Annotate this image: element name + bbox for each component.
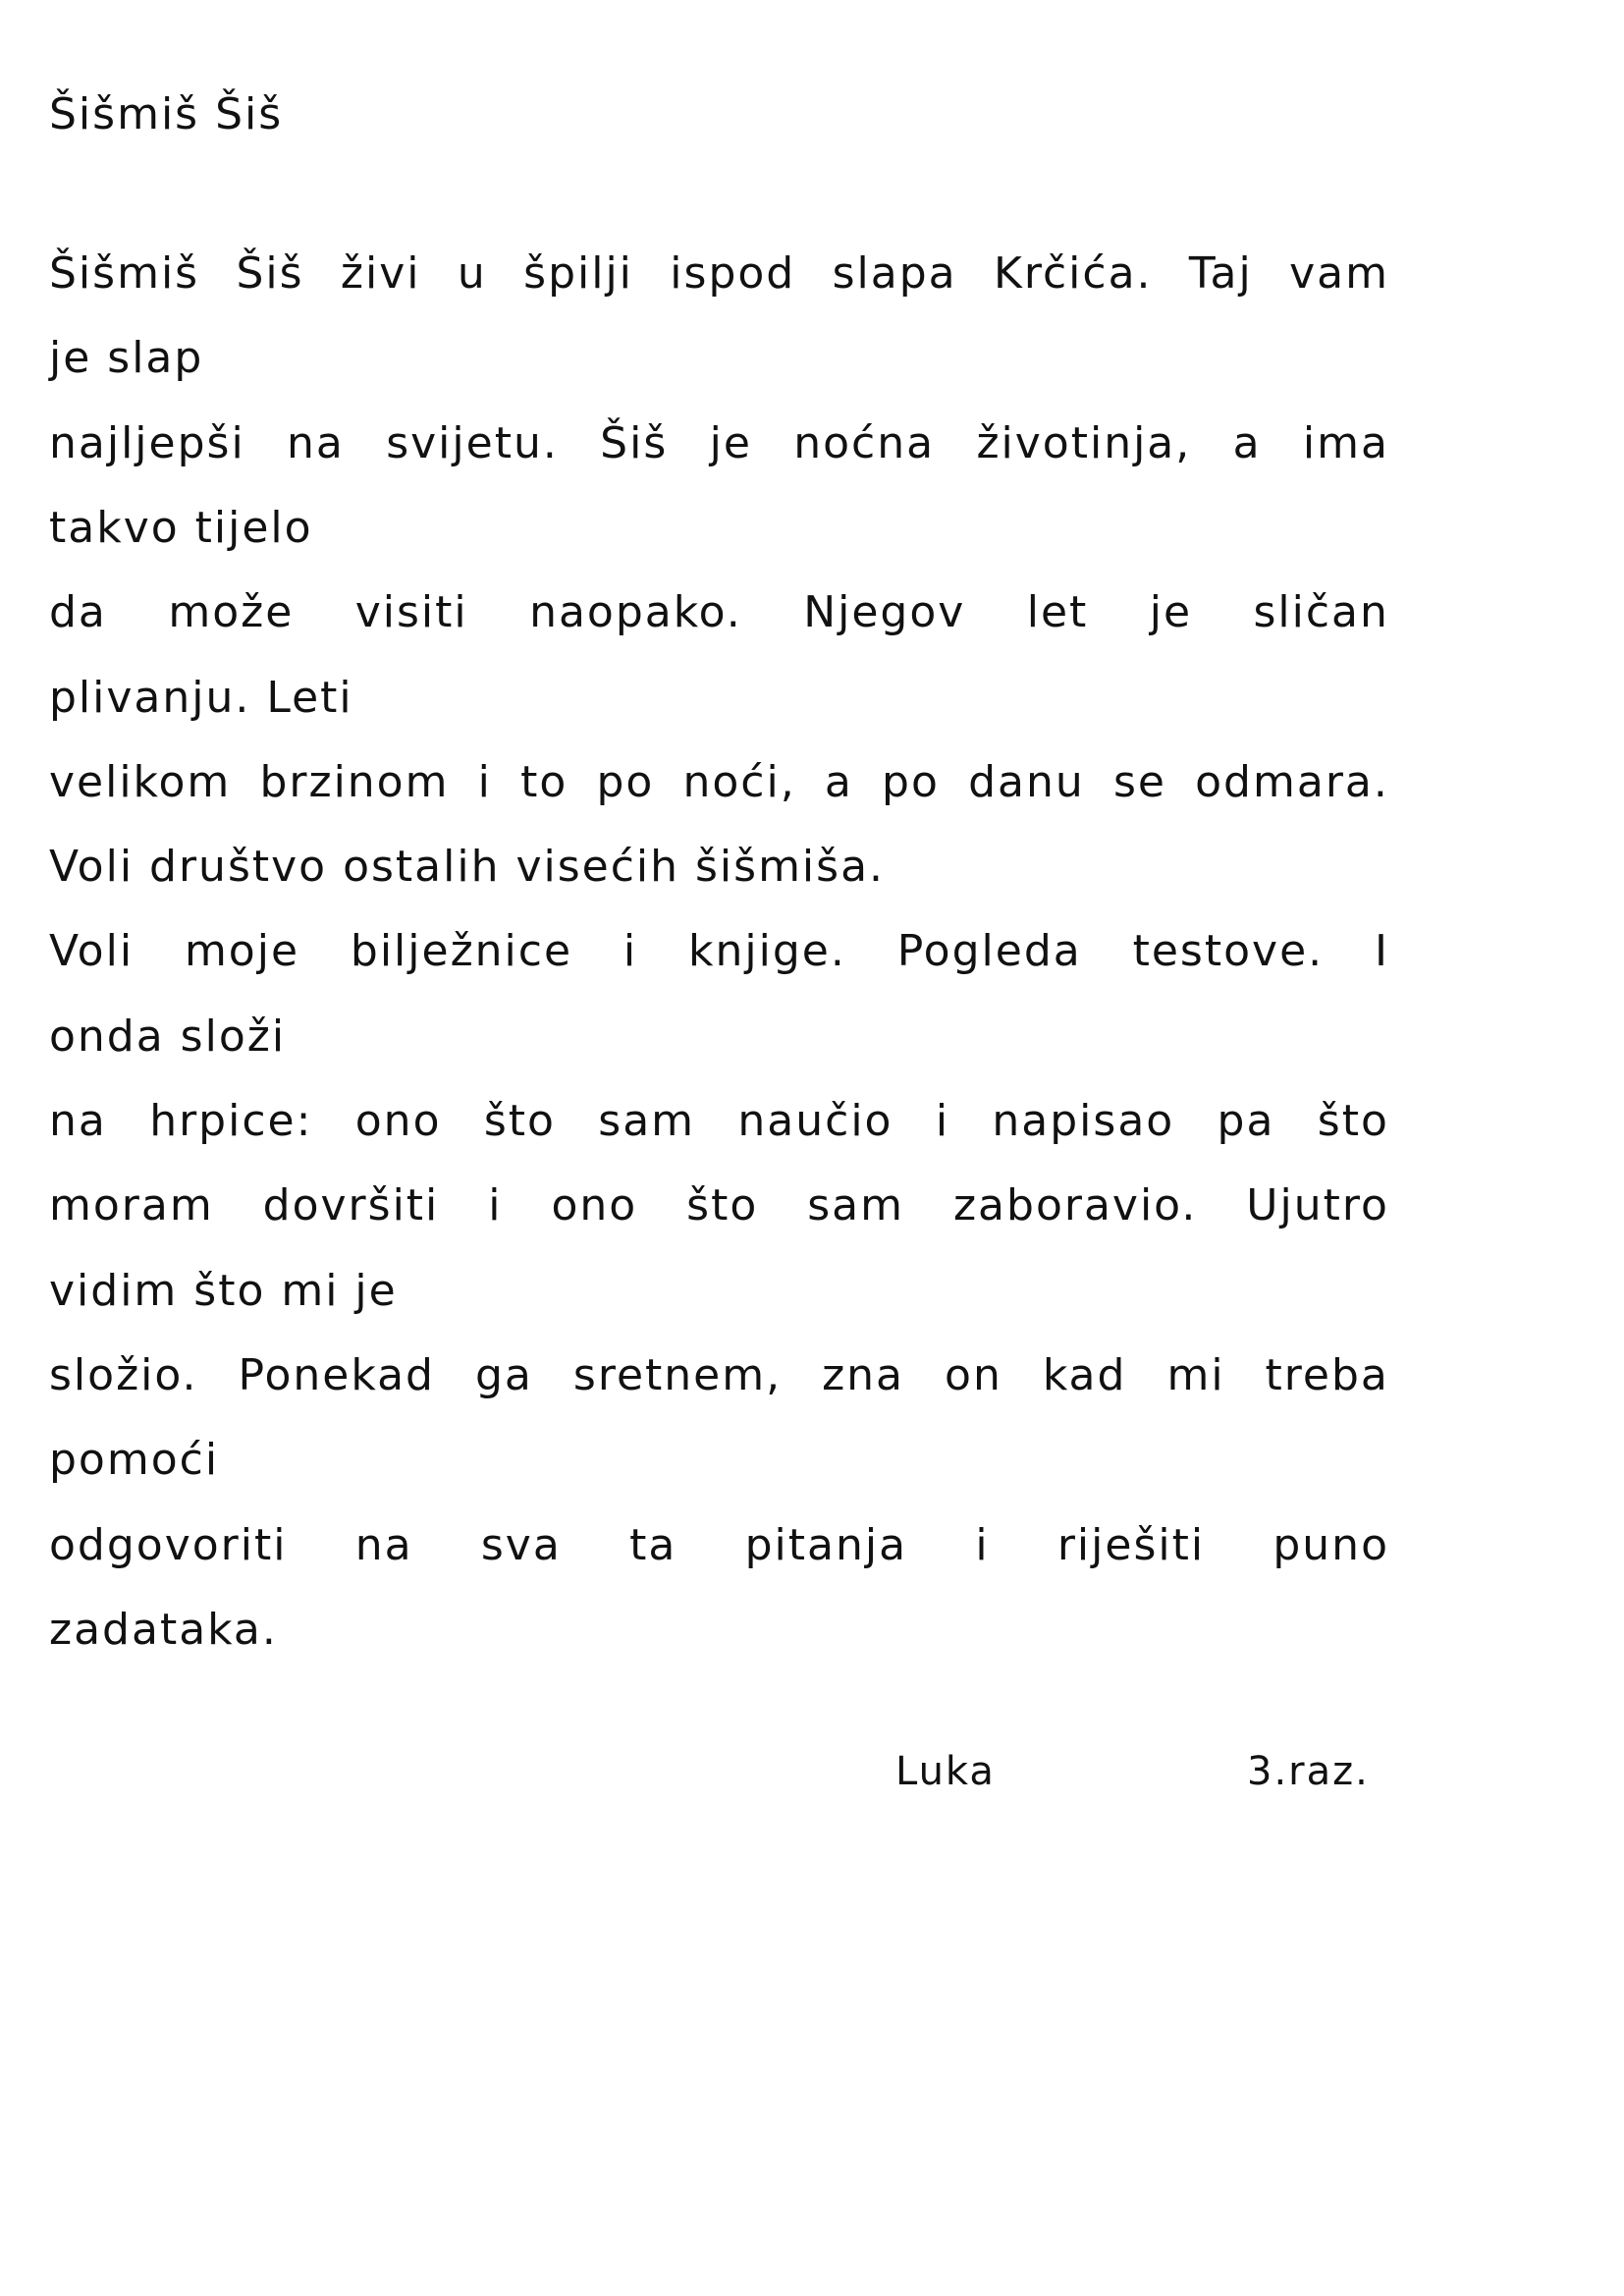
text-word: i — [477, 756, 492, 807]
text-word: što — [483, 1096, 556, 1146]
text-word: noći, — [682, 756, 796, 807]
text-word: a — [1232, 417, 1262, 468]
text-word: najljepši — [49, 417, 245, 468]
text-word: zna — [822, 1349, 905, 1400]
text-word: što — [1317, 1096, 1389, 1146]
text-line — [49, 1519, 1389, 1570]
text-word: Pogleda — [896, 926, 1082, 977]
text-word: sličan — [1253, 587, 1389, 638]
text-word: pitanja — [744, 1519, 908, 1570]
text-line: je slap — [49, 333, 204, 384]
text-word: moram — [49, 1180, 214, 1231]
text-word: je — [709, 417, 752, 468]
text-word: odgovoriti — [49, 1519, 288, 1570]
text-word: u — [457, 248, 487, 299]
text-word: to — [520, 756, 568, 807]
text-word: hrpice: — [149, 1096, 313, 1146]
text-word: sretnem, — [572, 1349, 783, 1400]
text-word: napisao — [992, 1096, 1175, 1146]
text-line: zadataka. — [49, 1604, 278, 1655]
text-word: što — [686, 1180, 759, 1231]
text-word: riješiti — [1056, 1519, 1206, 1570]
text-word: na — [287, 417, 345, 468]
text-word: brzinom — [259, 756, 450, 807]
text-word: treba — [1265, 1349, 1389, 1400]
text-line — [49, 1096, 1389, 1146]
text-word: Šiš — [600, 417, 669, 468]
author-name: Luka — [895, 1749, 996, 1794]
text-word: i — [623, 926, 638, 977]
text-word: visiti — [354, 587, 468, 638]
text-word: kad — [1042, 1349, 1127, 1400]
text-word: pa — [1217, 1096, 1275, 1146]
text-word: Krčića. — [994, 248, 1153, 299]
text-word: ga — [474, 1349, 533, 1400]
text-word: naopako. — [529, 587, 742, 638]
text-line: onda složi — [49, 1011, 287, 1062]
text-word: slapa — [832, 248, 957, 299]
text-word: mi — [1166, 1349, 1225, 1400]
text-word: Njegov — [803, 587, 966, 638]
text-word: ispod — [670, 248, 796, 299]
text-word: živi — [340, 248, 421, 299]
text-word: je — [1149, 587, 1193, 638]
text-word: a — [824, 756, 853, 807]
text-word: i — [488, 1180, 503, 1231]
document-title: Šišmiš Šiš — [49, 89, 284, 139]
text-line — [49, 1349, 1389, 1400]
text-word: po — [596, 756, 655, 807]
text-word: odmara. — [1195, 756, 1389, 807]
text-word: zaboravio. — [952, 1180, 1198, 1231]
text-word: bilježnice — [350, 926, 573, 977]
text-line: vidim što mi je — [49, 1265, 398, 1316]
text-word: ima — [1302, 417, 1389, 468]
text-line — [49, 587, 1389, 638]
text-word: i — [975, 1519, 990, 1570]
text-word: Ujutro — [1246, 1180, 1389, 1231]
text-line: pomoći — [49, 1435, 220, 1486]
text-word: svijetu. — [386, 417, 559, 468]
text-word: sam — [807, 1180, 904, 1231]
text-word: ta — [629, 1519, 677, 1570]
text-word: na — [354, 1519, 413, 1570]
text-word: let — [1026, 587, 1089, 638]
author-class: 3.raz. — [1247, 1749, 1370, 1794]
text-word: ono — [354, 1096, 442, 1146]
text-word: i — [935, 1096, 950, 1146]
text-word: sva — [480, 1519, 562, 1570]
text-word: sam — [598, 1096, 696, 1146]
text-word: naučio — [737, 1096, 893, 1146]
text-word: Ponekad — [238, 1349, 435, 1400]
text-word: ono — [551, 1180, 638, 1231]
text-word: špilji — [523, 248, 633, 299]
text-word: I — [1375, 926, 1389, 977]
text-line: plivanju. Leti — [49, 672, 353, 723]
text-word: može — [168, 587, 295, 638]
text-word: vam — [1289, 248, 1389, 299]
text-word: on — [945, 1349, 1002, 1400]
text-line — [49, 1180, 1389, 1231]
text-word: Taj — [1188, 248, 1253, 299]
text-word: Voli — [49, 926, 135, 977]
text-word: puno — [1272, 1519, 1389, 1570]
text-word: velikom — [49, 756, 232, 807]
text-word: testove. — [1132, 926, 1325, 977]
text-word: moje — [184, 926, 300, 977]
text-word: na — [49, 1096, 107, 1146]
text-line: takvo tijelo — [49, 502, 313, 553]
text-line — [49, 756, 1389, 807]
text-word: danu — [968, 756, 1085, 807]
text-word: Šišmiš — [49, 248, 200, 299]
text-word: dovršiti — [262, 1180, 440, 1231]
text-line: Voli društvo ostalih visećih šišmiša. — [49, 842, 886, 893]
text-line — [49, 926, 1389, 977]
text-word: se — [1112, 756, 1166, 807]
text-word: knjige. — [688, 926, 846, 977]
text-word: životinja, — [976, 417, 1192, 468]
text-word: da — [49, 587, 107, 638]
text-word: Šiš — [236, 248, 304, 299]
text-word: po — [882, 756, 940, 807]
text-line — [49, 417, 1389, 468]
text-line — [49, 248, 1389, 299]
text-word: noćna — [793, 417, 936, 468]
text-word: složio. — [49, 1349, 198, 1400]
